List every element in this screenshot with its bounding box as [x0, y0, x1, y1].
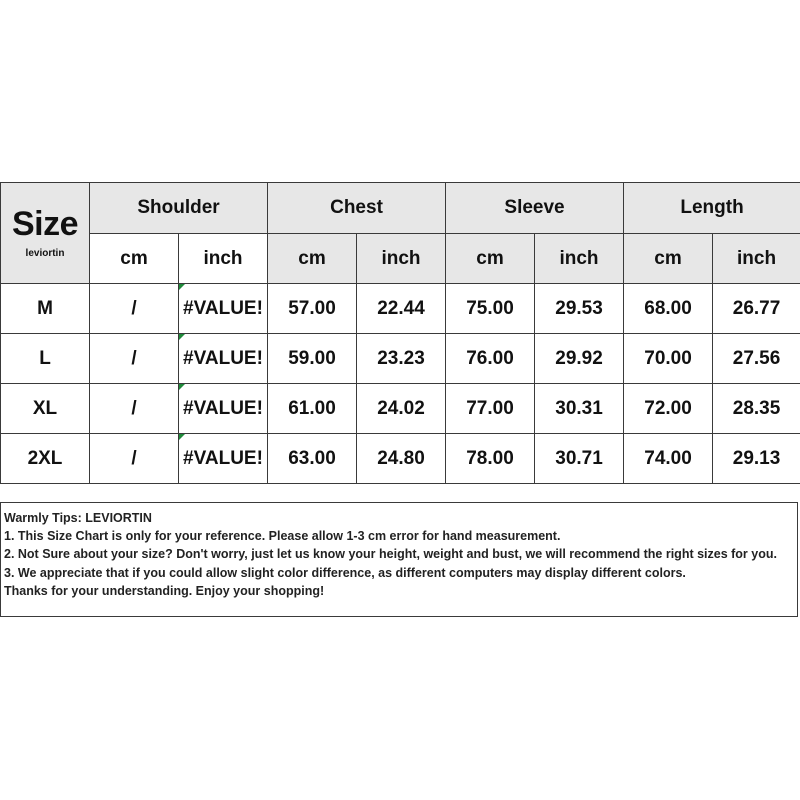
- value-cell: 26.77: [713, 284, 800, 334]
- value-text: #VALUE!: [183, 297, 263, 319]
- group-header-length: Length: [624, 183, 800, 234]
- size-header-cell: [1, 183, 90, 284]
- value-cell: /: [90, 334, 179, 384]
- value-cell: 22.44: [357, 284, 446, 334]
- value-cell: 23.23: [357, 334, 446, 384]
- value-text: #VALUE!: [183, 447, 263, 469]
- value-cell: 28.35: [713, 384, 800, 434]
- unit-header-shoulder-cm: cm: [90, 234, 179, 284]
- value-cell: 77.00: [446, 384, 535, 434]
- value-cell: 72.00: [624, 384, 713, 434]
- error-marker-icon: [179, 334, 185, 340]
- tips-box: [0, 502, 798, 617]
- error-marker-icon: [179, 434, 185, 440]
- tips-closing: Thanks for your understanding. Enjoy your shopping!: [4, 583, 325, 598]
- value-cell: [179, 434, 268, 484]
- table-row: [1, 384, 800, 434]
- table-row: [1, 434, 800, 484]
- group-header-row: [1, 183, 800, 234]
- value-cell: /: [90, 384, 179, 434]
- table-row: [1, 334, 800, 384]
- unit-header-chest-cm: cm: [268, 234, 357, 284]
- value-cell: 24.80: [357, 434, 446, 484]
- value-cell: 24.02: [357, 384, 446, 434]
- value-cell: 29.53: [535, 284, 624, 334]
- value-cell: 68.00: [624, 284, 713, 334]
- value-text: #VALUE!: [183, 347, 263, 369]
- size-cell: 2XL: [1, 434, 90, 484]
- size-cell: M: [1, 284, 90, 334]
- value-cell: 27.56: [713, 334, 800, 384]
- unit-header-length-cm: cm: [624, 234, 713, 284]
- value-text: #VALUE!: [183, 397, 263, 419]
- value-cell: 59.00: [268, 334, 357, 384]
- value-cell: /: [90, 434, 179, 484]
- size-header: Size: [11, 205, 79, 243]
- value-cell: 75.00: [446, 284, 535, 334]
- value-cell: 30.31: [535, 384, 624, 434]
- size-cell: XL: [1, 384, 90, 434]
- unit-header-sleeve-inch: inch: [535, 234, 624, 284]
- value-cell: [179, 284, 268, 334]
- value-cell: 29.92: [535, 334, 624, 384]
- group-header-sleeve: Sleeve: [446, 183, 624, 234]
- value-cell: /: [90, 284, 179, 334]
- group-header-shoulder: Shoulder: [90, 183, 268, 234]
- tip-line: 3. We appreciate that if you could allow slight color difference, as different computers may display different colors.: [4, 565, 686, 580]
- table-row: [1, 284, 800, 334]
- size-chart-table: [0, 182, 800, 484]
- tips-heading: Warmly Tips: LEVIORTIN: [4, 511, 152, 525]
- value-cell: 63.00: [268, 434, 357, 484]
- value-cell: [179, 334, 268, 384]
- group-header-chest: Chest: [268, 183, 446, 234]
- value-cell: 29.13: [713, 434, 800, 484]
- value-cell: 74.00: [624, 434, 713, 484]
- unit-header-chest-inch: inch: [357, 234, 446, 284]
- unit-header-sleeve-cm: cm: [446, 234, 535, 284]
- unit-header-shoulder-inch: inch: [179, 234, 268, 284]
- unit-header-row: [1, 234, 800, 284]
- tip-line: 2. Not Sure about your size? Don't worry, just let us know your height, weight and bust, we will recommend the right sizes for you.: [4, 547, 777, 562]
- error-marker-icon: [179, 384, 185, 390]
- value-cell: 70.00: [624, 334, 713, 384]
- size-cell: L: [1, 334, 90, 384]
- value-cell: [179, 384, 268, 434]
- value-cell: 61.00: [268, 384, 357, 434]
- value-cell: 78.00: [446, 434, 535, 484]
- value-cell: 30.71: [535, 434, 624, 484]
- unit-header-length-inch: inch: [713, 234, 800, 284]
- tip-line: 1. This Size Chart is only for your reference. Please allow 1-3 cm error for hand measurement.: [4, 529, 561, 544]
- value-cell: 57.00: [268, 284, 357, 334]
- brand-label: leviortin: [25, 248, 65, 259]
- error-marker-icon: [179, 284, 185, 290]
- value-cell: 76.00: [446, 334, 535, 384]
